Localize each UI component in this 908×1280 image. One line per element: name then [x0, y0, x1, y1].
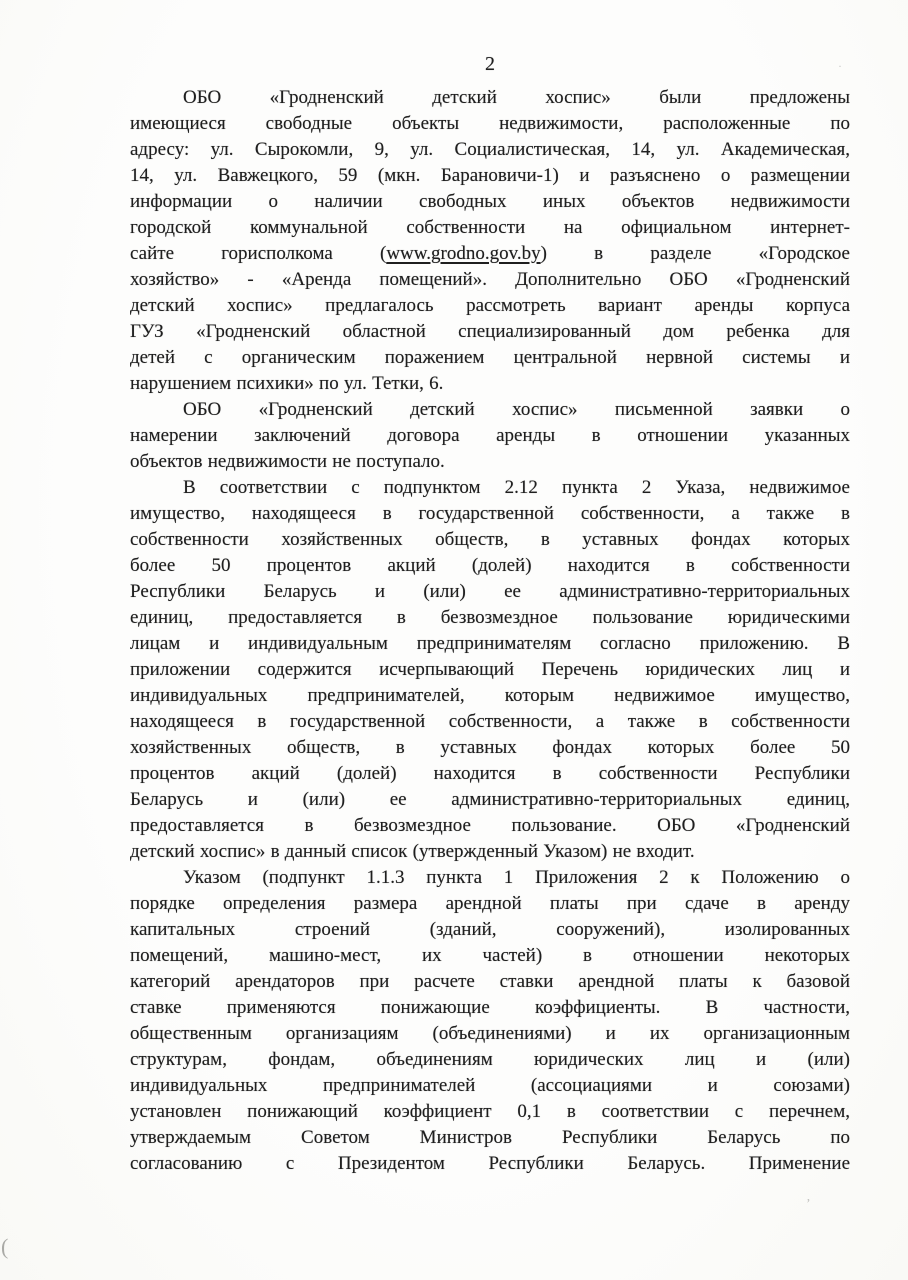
text-line: приложении содержится исчерпывающий Перечень юридических лиц и — [130, 659, 850, 680]
text-line: ОБО «Гродненский детский хоспис» были предложены — [183, 87, 850, 108]
text-line: адресу: ул. Сырокомли, 9, ул. Социалистическая, 14, ул. Академическая, — [130, 139, 850, 160]
text-line: сайте горисполкома (www.grodno.gov.by) в разделе «Городское — [130, 243, 850, 264]
text-line: намерении заключений договора аренды в отношении указанных — [130, 425, 850, 446]
text-line: капитальных строений (зданий, сооружений), изолированных — [130, 919, 850, 940]
paragraph — [130, 475, 850, 865]
text-line: порядке определения размера арендной платы при сдаче в аренду — [130, 893, 850, 914]
text-line: согласованию с Президентом Республики Беларусь. Применение — [130, 1153, 850, 1174]
scan-artifact-left-edge: ( — [1, 1234, 9, 1259]
text-line: объектов недвижимости не поступало. — [130, 451, 445, 472]
text-line: помещений, машино-мест, их частей) в отношении некоторых — [130, 945, 850, 966]
text-line: детей с органическим поражением центральной нервной системы и — [130, 347, 850, 368]
text-line: категорий арендаторов при расчете ставки арендной платы к базовой — [130, 971, 850, 992]
scan-artifact-top-right: · — [838, 59, 842, 73]
text-line: общественным организациям (объединениями) и их организационным — [130, 1023, 850, 1044]
text-line: единиц, предоставляется в безвозмездное пользование юридическими — [130, 607, 850, 628]
paragraph — [130, 85, 850, 397]
text-line: ставке применяются понижающие коэффициенты. В частности, — [130, 997, 850, 1018]
text-line: детский хоспис» предлагалось рассмотреть вариант аренды корпуса — [130, 295, 850, 316]
text-line: структурам, фондам, объединениям юридических лиц и (или) — [130, 1049, 850, 1070]
text-line: собственности хозяйственных обществ, в уставных фондах которых — [130, 529, 850, 550]
text-line: индивидуальных предпринимателей (ассоциациями и союзами) — [130, 1075, 850, 1096]
text-line: индивидуальных предпринимателей, которым недвижимое имущество, — [130, 685, 850, 706]
scan-artifact-lower-right: ʼ — [806, 1197, 811, 1212]
document-text-body — [130, 85, 850, 1177]
text-line: находящееся в государственной собственности, а также в собственности — [130, 711, 850, 732]
text-line: городской коммунальной собственности на официальном интернет- — [130, 217, 850, 238]
text-line: хозяйственных обществ, в уставных фондах которых более 50 — [130, 737, 850, 758]
text-line: предоставляется в безвозмездное пользование. ОБО «Гродненский — [130, 815, 850, 836]
text-line: имущество, находящееся в государственной собственности, а также в — [130, 503, 850, 524]
text-line: процентов акций (долей) находится в собственности Республики — [130, 763, 850, 784]
text-line: В соответствии с подпунктом 2.12 пункта 2 Указа, недвижимое — [183, 477, 850, 498]
text-line: имеющиеся свободные объекты недвижимости, расположенные по — [130, 113, 850, 134]
grodno-website-link: www.grodno.gov.by — [386, 243, 541, 264]
text-line: Указом (подпункт 1.1.3 пункта 1 Приложения 2 к Положению о — [183, 867, 850, 888]
text-line: 14, ул. Вавжецкого, 59 (мкн. Барановичи-1) и разъяснено о размещении — [130, 165, 850, 186]
text-line: Беларусь и (или) ее административно-территориальных единиц, — [130, 789, 850, 810]
text-line: нарушением психики» по ул. Тетки, 6. — [130, 373, 444, 394]
paragraph — [130, 397, 850, 475]
text-line: установлен понижающий коэффициент 0,1 в соответствии с перечнем, — [130, 1101, 850, 1122]
text-line: утверждаемым Советом Министров Республики Беларусь по — [130, 1127, 850, 1148]
text-line: более 50 процентов акций (долей) находится в собственности — [130, 555, 850, 576]
text-line: детский хоспис» в данный список (утвержденный Указом) не входит. — [130, 841, 695, 862]
text-line: информации о наличии свободных иных объектов недвижимости — [130, 191, 850, 212]
text-line: ГУЗ «Гродненский областной специализированный дом ребенка для — [130, 321, 850, 342]
text-line: Республики Беларусь и (или) ее административно-территориальных — [130, 581, 850, 602]
text-line: лицам и индивидуальным предпринимателям согласно приложению. В — [130, 633, 850, 654]
text-line: хозяйство» - «Аренда помещений». Дополнительно ОБО «Гродненский — [130, 269, 850, 290]
page-number: 2 — [485, 53, 495, 75]
paragraph — [130, 865, 850, 1177]
text-line: ОБО «Гродненский детский хоспис» письменной заявки о — [183, 399, 850, 420]
